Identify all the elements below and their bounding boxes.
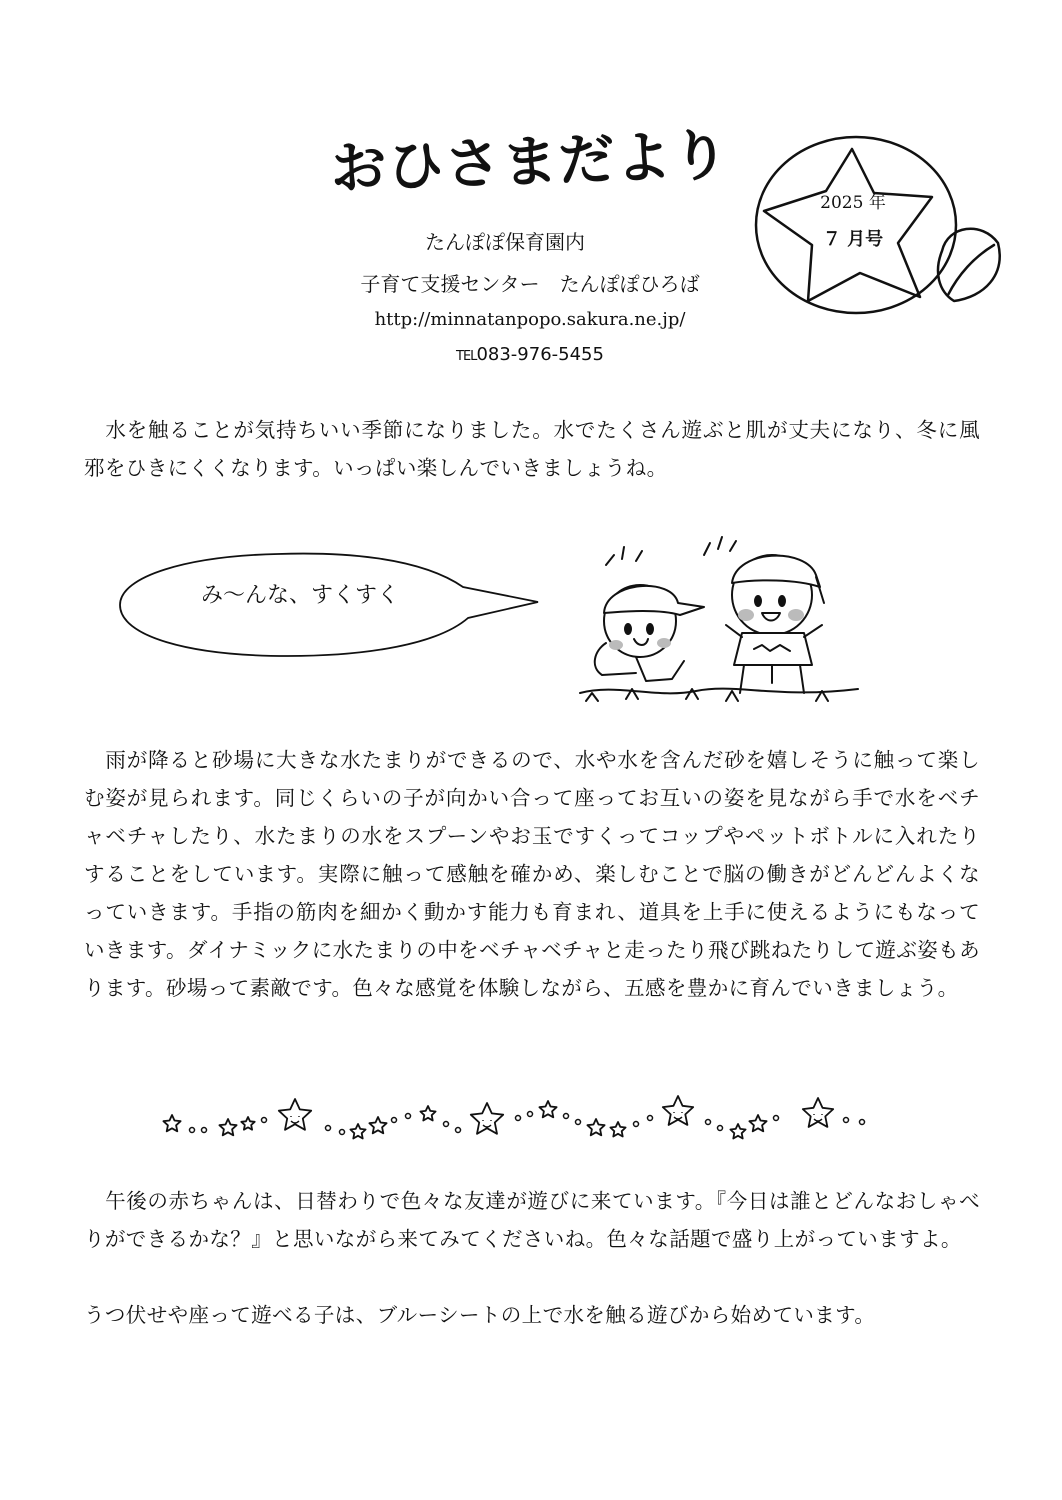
phone-number — [300, 342, 760, 370]
tel-digits: 083-976-5455 — [476, 344, 604, 365]
water-play-note: うつ伏せや座って遊べる子は、ブルーシートの上で水を触る遊びから始めています。 — [84, 1303, 876, 1327]
star-icon — [420, 1106, 435, 1121]
star-icon — [241, 1117, 254, 1130]
newsletter-title: おひさまだより — [329, 123, 731, 202]
date-badge-icon — [748, 125, 1010, 325]
smiling-star-icon — [279, 1099, 311, 1130]
intro-paragraph: 水を触ることが気持ちいい季節になりました。水でたくさん遊ぶと肌が丈夫になり、冬に風邪をひきにくくなります。いっぱい楽しんでいきましょうね。 — [84, 418, 980, 480]
center-name: 子育て支援センター たんぽぽひろば — [360, 272, 700, 296]
organization-name: たんぽぽ保育園内 — [425, 230, 585, 254]
garland-dot-icon — [706, 1120, 711, 1125]
garland-dot-icon — [860, 1120, 865, 1125]
star-icon — [610, 1122, 625, 1137]
star-icon — [219, 1119, 236, 1135]
garland-dot-icon — [262, 1118, 267, 1123]
garland-dot-icon — [326, 1126, 331, 1131]
issue-month: ７ 月号 — [822, 229, 884, 250]
star-icon — [730, 1124, 745, 1139]
issue-year: 2025 年 — [820, 193, 886, 213]
smiling-star-icon — [803, 1098, 833, 1127]
garland-dot-icon — [516, 1116, 521, 1121]
star-icon — [163, 1115, 180, 1131]
sandpit-paragraph: 雨が降ると砂場に大きな水たまりができるので、水や水を含んだ砂を嬉しそうに触って楽しむ姿が見られます。同じくらいの子が向かい合って座ってお互いの姿を見ながら手で水をベチャベチャしたり、水たまりの水をスプーンやお玉ですくってコップやペットボトルに入れたりすることをしています。実際に触って感触を確かめ、楽しむことで脳の働きがどんどんよくなっていきます。手指の筋肉を細かく動かす能力も育まれ、道具を上手に使えるようにもなっていきます。ダイナミックに水たまりの中をベチャベチャと走ったり飛び跳ねたりして遊ぶ姿もあります。砂場って素敵です。色々な感覚を体験しながら、五感を豊かに育んでいきましょう。 — [84, 748, 980, 1000]
star-garland-divider — [150, 1090, 880, 1150]
star-icon — [369, 1117, 386, 1133]
star-icon — [749, 1115, 766, 1131]
afternoon-paragraph: 午後の赤ちゃんは、日替わりで色々な友達が遊びに来ています。『今日は誰とどんなおしゃべりができるかな？』と思いながら来てみてくださいね。色々な話題で盛り上がっていますよ。 — [84, 1189, 980, 1251]
star-icon — [350, 1124, 365, 1139]
smiling-star-icon — [471, 1103, 503, 1134]
smiling-star-icon — [663, 1096, 693, 1125]
garland-dot-icon — [528, 1112, 533, 1117]
garland-dot-icon — [406, 1114, 411, 1119]
website-url: http://minnatanpopo.sakura.ne.jp/ — [374, 309, 686, 330]
tel-label: TEL — [456, 349, 477, 364]
garland-dot-icon — [340, 1130, 345, 1135]
star-icon — [539, 1101, 556, 1117]
garland-dot-icon — [648, 1116, 653, 1121]
garland-dot-icon — [774, 1116, 779, 1121]
garland-dot-icon — [844, 1118, 849, 1123]
garland-dot-icon — [444, 1122, 449, 1127]
garland-dot-icon — [392, 1118, 397, 1123]
garland-dot-icon — [576, 1120, 581, 1125]
garland-dot-icon — [190, 1128, 195, 1133]
bubble-caption: み～んな、すくすく — [200, 583, 399, 608]
garland-dot-icon — [564, 1114, 569, 1119]
star-icon — [587, 1119, 604, 1135]
garland-dot-icon — [456, 1128, 461, 1133]
garland-dot-icon — [718, 1126, 723, 1131]
children-playing-illustration — [576, 533, 862, 711]
garland-dot-icon — [634, 1122, 639, 1127]
garland-dot-icon — [202, 1128, 207, 1133]
